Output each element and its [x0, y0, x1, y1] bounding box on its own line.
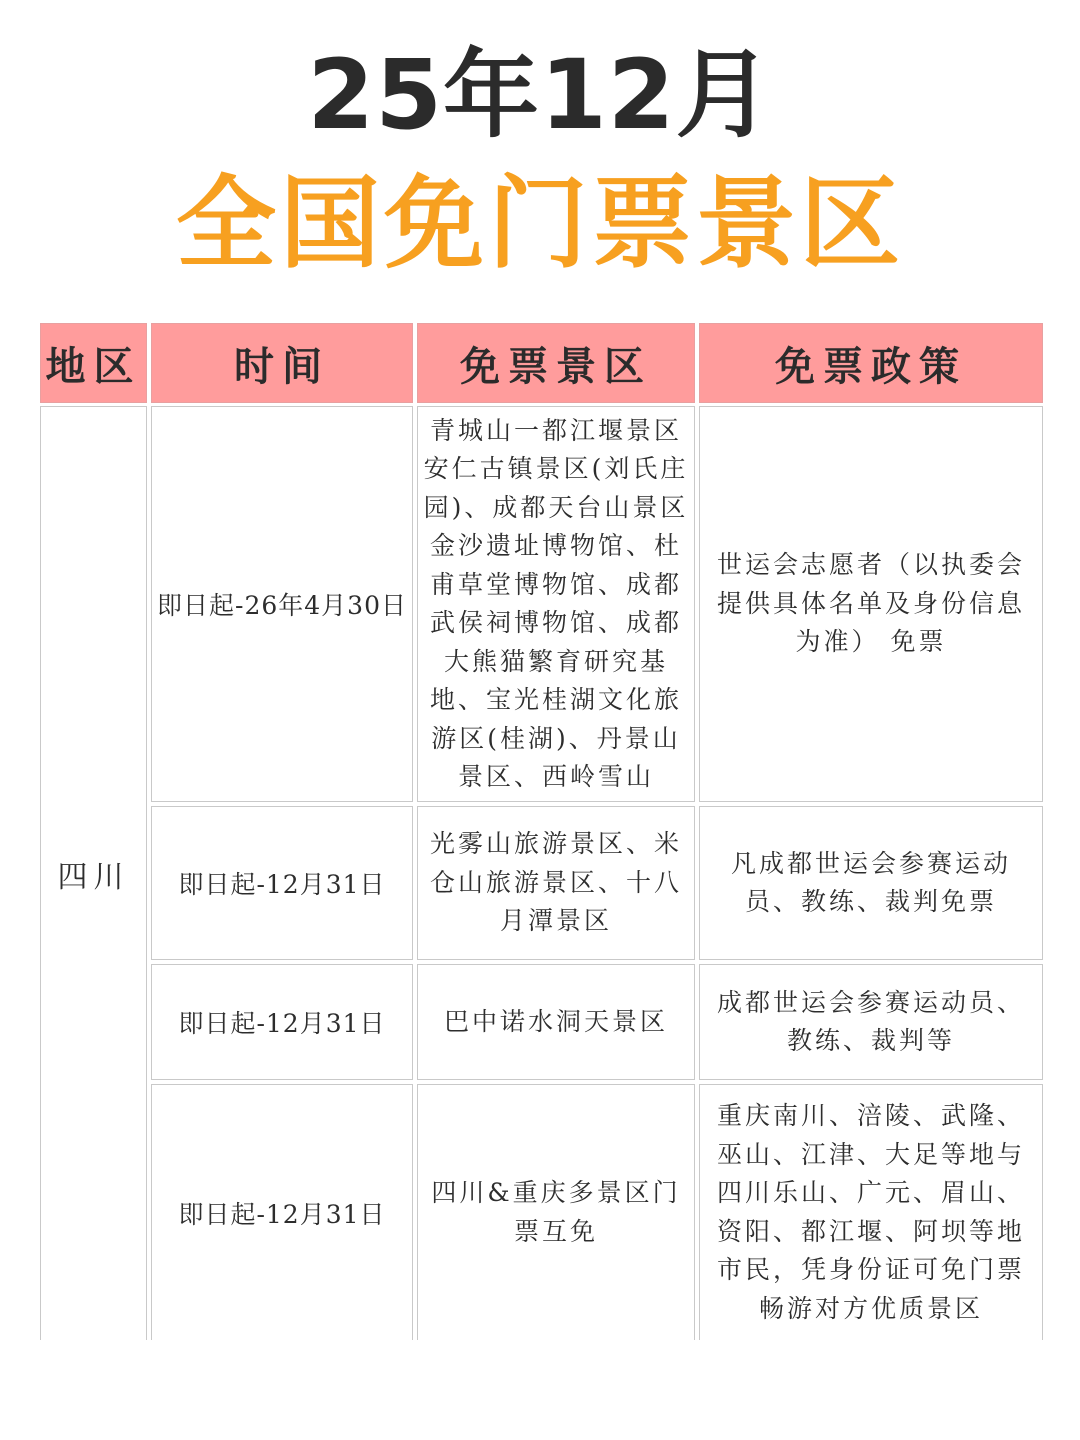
header-spots: 免票景区: [417, 323, 695, 403]
row-2-spots: 光雾山旅游景区、米仓山旅游景区、十八月潭景区: [417, 806, 695, 960]
header-policy: 免票政策: [699, 323, 1043, 403]
row-4-time: 即日起-12月31日: [151, 1084, 413, 1340]
page-title-date: 25年12月: [307, 39, 773, 151]
page-title-main: 全国免门票景区: [176, 165, 904, 282]
header-region: 地区: [40, 323, 147, 403]
row-2-policy: 凡成都世运会参赛运动员、教练、裁判免票: [699, 806, 1043, 960]
row-1-time: 即日起-26年4月30日: [151, 406, 413, 802]
row-4-policy: 重庆南川、涪陵、武隆、巫山、江津、大足等地与四川乐山、广元、眉山、资阳、都江堰、阿坝等地市民，凭身份证可免门票畅游对方优质景区: [699, 1084, 1043, 1340]
row-3-spots: 巴中诺水洞天景区: [417, 964, 695, 1080]
header-time: 时间: [151, 323, 413, 403]
row-3-policy: 成都世运会参赛运动员、教练、裁判等: [699, 964, 1043, 1080]
row-3-time: 即日起-12月31日: [151, 964, 413, 1080]
row-2-time: 即日起-12月31日: [151, 806, 413, 960]
row-1-policy: 世运会志愿者（以执委会提供具体名单及身份信息为准） 免票: [699, 406, 1043, 802]
region-cell: 四川: [40, 406, 147, 1340]
row-1-spots: 青城山一都江堰景区安仁古镇景区(刘氏庄园)、成都天台山景区金沙遗址博物馆、杜甫草堂博物馆、成都武侯祠博物馆、成都大熊猫繁育研究基地、宝光桂湖文化旅游区(桂湖)、丹景山景区、西岭雪山: [417, 406, 695, 802]
row-4-spots: 四川&重庆多景区门票互免: [417, 1084, 695, 1340]
